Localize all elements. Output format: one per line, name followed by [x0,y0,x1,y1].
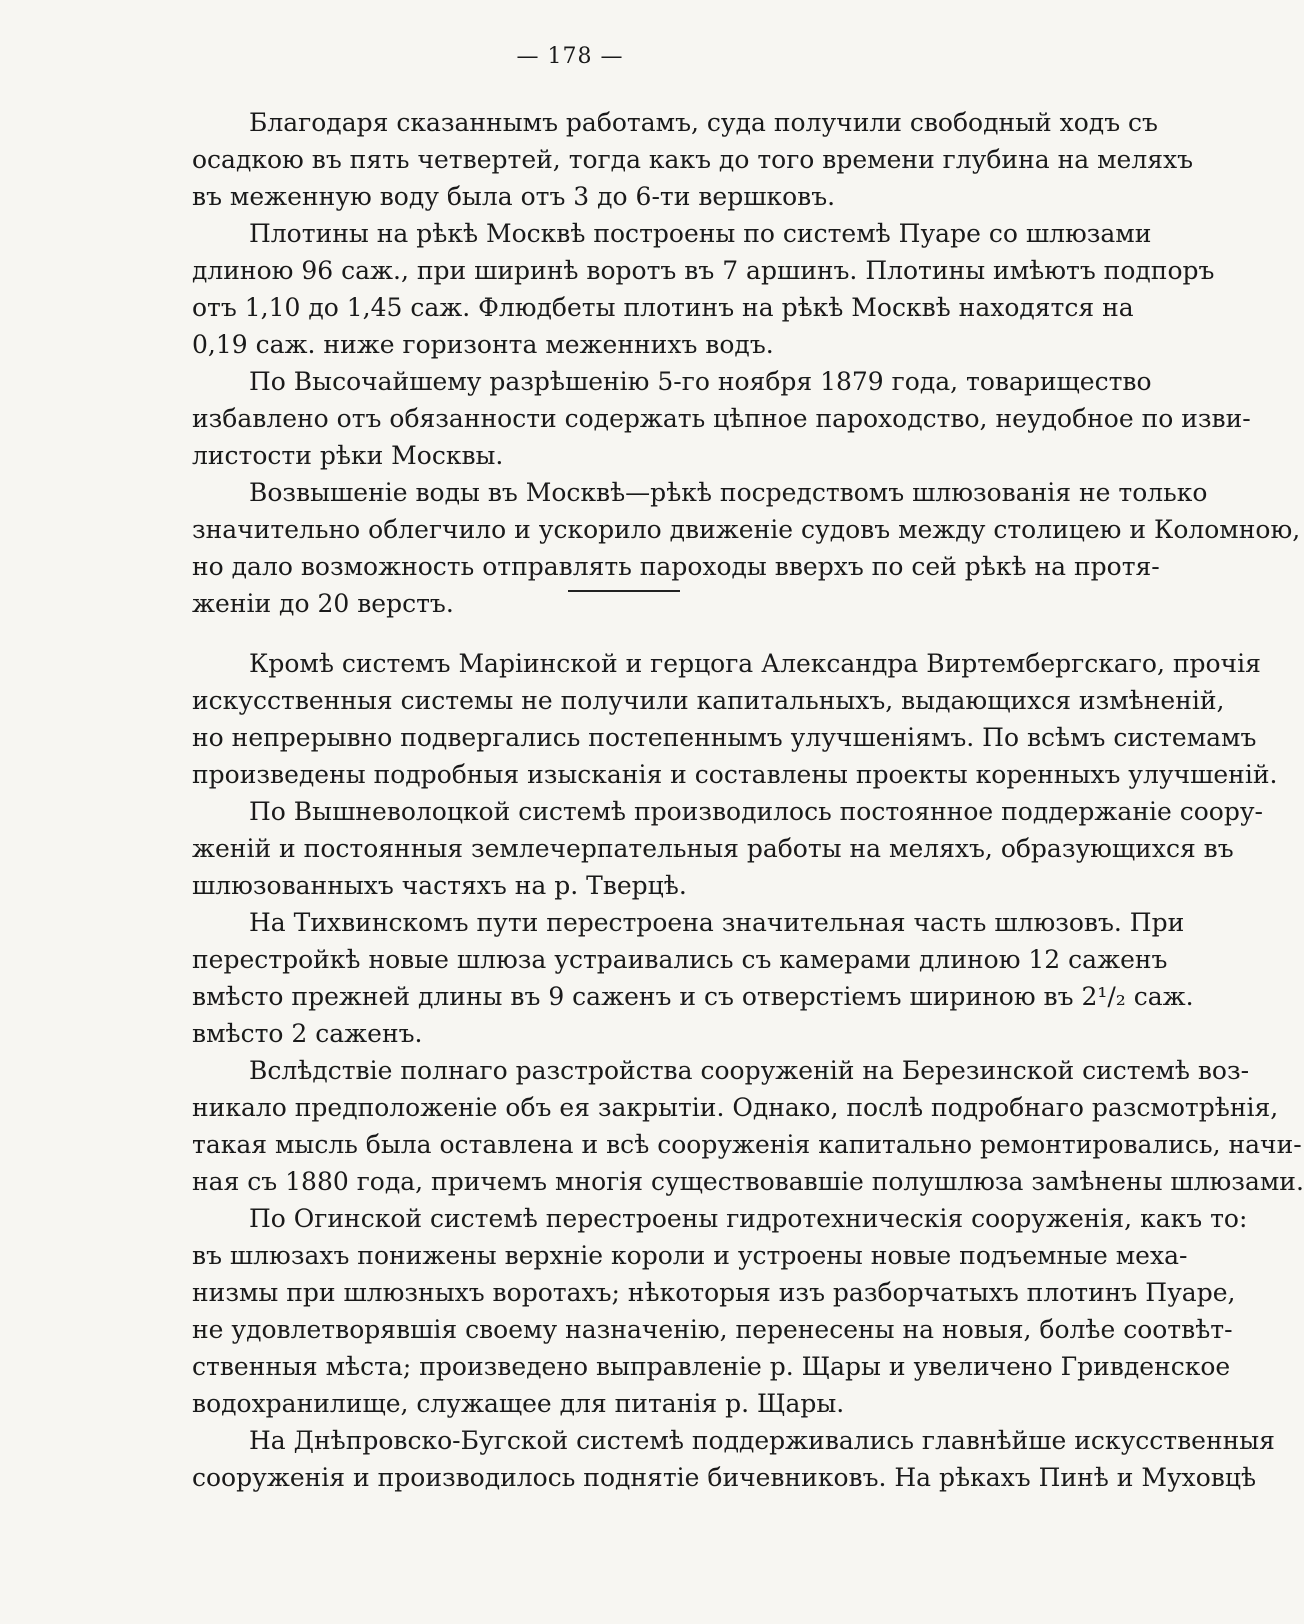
paragraph [192,1422,1275,1496]
text-section-1 [192,104,1301,622]
text-line: низмы при шлюзныхъ воротахъ; нѣкоторыя изъ разборчатыхъ плотинъ Пуаре, [192,1278,1236,1307]
paragraph [192,1200,1248,1422]
text-line: На Тихвинскомъ пути перестроена значительная часть шлюзовъ. При [249,908,1185,937]
paragraph [192,1052,1304,1200]
text-line: женій и постоянныя землечерпательныя работы на меляхъ, образующихся въ [192,834,1234,863]
text-line: Вслѣдствіе полнаго разстройства сооруженій на Березинской системѣ воз- [249,1056,1250,1085]
paragraph [192,363,1251,474]
paragraph [192,474,1301,622]
text-line: Благодаря сказаннымъ работамъ, суда получили свободный ходъ съ [249,108,1158,137]
text-section-2 [192,645,1304,1496]
text-line: вмѣсто прежней длины въ 9 саженъ и съ отверстіемъ шириною въ 2¹/₂ саж. [192,982,1194,1011]
text-line: сооруженія и производилось поднятіе бичевниковъ. На рѣкахъ Пинѣ и Муховцѣ [192,1463,1257,1492]
text-line: перестройкѣ новые шлюза устраивались съ камерами длиною 12 саженъ [192,945,1168,974]
paragraph [192,645,1278,793]
text-line: въ меженную воду была отъ 3 до 6-ти вершковъ. [192,182,836,211]
text-line: шлюзованныхъ частяхъ на р. Тверцѣ. [192,871,687,900]
text-line: По Вышневолоцкой системѣ производилось постоянное поддержаніе соору- [249,797,1263,826]
text-line: ственныя мѣста; произведено выправленіе р. Щары и увеличено Гривденское [192,1352,1231,1381]
text-line: произведены подробныя изысканія и составлены проекты коренныхъ улучшеній. [192,760,1278,789]
text-line: никало предположеніе объ ея закрытіи. Однако, послѣ подробнаго разсмотрѣнія, [192,1093,1279,1122]
text-line: водохранилище, служащее для питанія р. Щары. [192,1389,845,1418]
text-line: 0,19 саж. ниже горизонта меженнихъ водъ. [192,330,774,359]
text-line: не удовлетворявшія своему назначенію, перенесены на новыя, болѣе соотвѣт- [192,1315,1233,1344]
text-line: значительно облегчило и ускорило движеніе судовъ между столицею и Коломною, [192,515,1301,544]
text-line: но дало возможность отправлять пароходы вверхъ по сей рѣкѣ на протя- [192,552,1160,581]
text-line: избавлено отъ обязанности содержать цѣпное пароходство, неудобное по изви- [192,404,1251,433]
text-line: длиною 96 саж., при ширинѣ воротъ въ 7 аршинъ. Плотины имѣютъ подпоръ [192,256,1215,285]
text-line: вмѣсто 2 саженъ. [192,1019,423,1048]
text-line: Плотины на рѣкѣ Москвѣ построены по системѣ Пуаре со шлюзами [249,219,1152,248]
paragraph [192,904,1194,1052]
text-line: но непрерывно подвергались постепеннымъ улучшеніямъ. По всѣмъ системамъ [192,723,1257,752]
text-line: По Огинской системѣ перестроены гидротехническія сооруженія, какъ то: [249,1204,1248,1233]
text-line: Кромѣ системъ Маріинской и герцога Александра Виртембергскаго, прочія [249,649,1261,678]
paragraph [192,104,1194,215]
section-separator [568,590,680,592]
text-line: Возвышеніе воды въ Москвѣ—рѣкѣ посредствомъ шлюзованія не только [249,478,1208,507]
text-line: На Днѣпровско-Бугской системѣ поддерживались главнѣйше искусственныя [249,1426,1275,1455]
text-line: въ шлюзахъ понижены верхніе короли и устроены новые подъемные меха- [192,1241,1188,1270]
paragraph [192,793,1263,904]
text-line: искусственныя системы не получили капитальныхъ, выдающихся измѣненій, [192,686,1225,715]
text-line: По Высочайшему разрѣшенію 5-го ноября 1879 года, товарищество [249,367,1152,396]
text-line: листости рѣки Москвы. [192,441,504,470]
text-line: женіи до 20 верстъ. [192,589,454,618]
text-line: осадкою въ пять четвертей, тогда какъ до того времени глубина на меляхъ [192,145,1194,174]
text-line: ная съ 1880 года, причемъ многія существовавшіе полушлюза замѣнены шлюзами. [192,1167,1304,1196]
page-number: — 178 — [516,44,624,69]
text-line: отъ 1,10 до 1,45 саж. Флюдбеты плотинъ на рѣкѣ Москвѣ находятся на [192,293,1134,322]
paragraph [192,215,1215,363]
text-line: такая мысль была оставлена и всѣ сооруженія капитально ремонтировались, начи- [192,1130,1302,1159]
